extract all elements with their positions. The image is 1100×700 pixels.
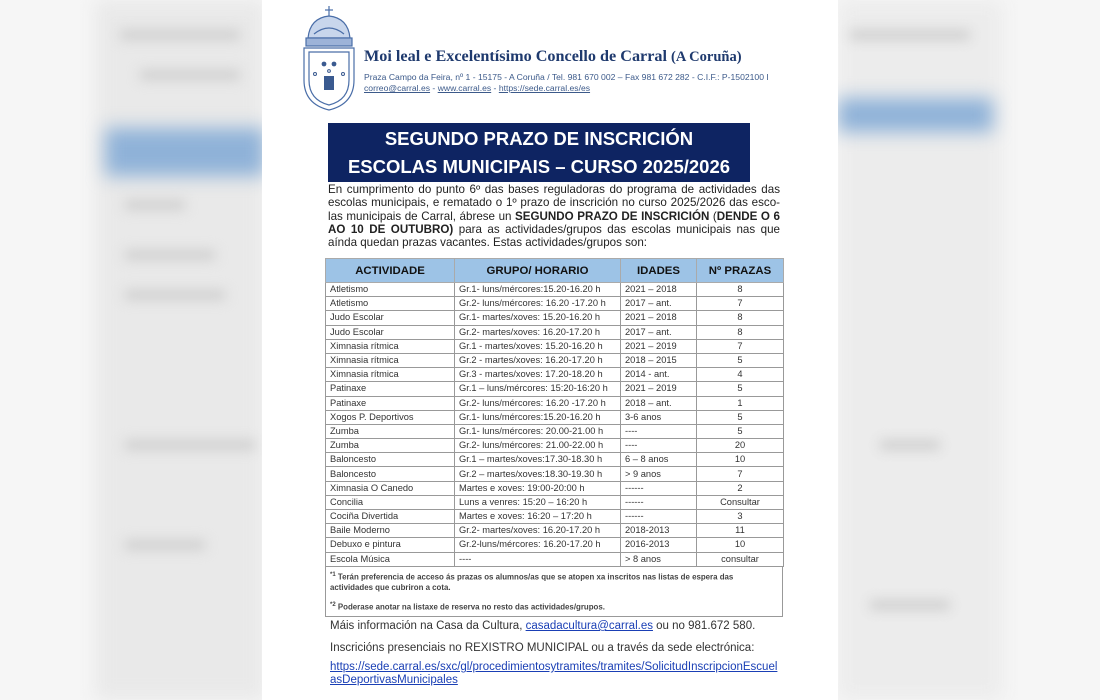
cell-prazas: 5 — [697, 424, 784, 438]
cell-grupo-horario: Martes e xoves: 16:20 – 17:20 h — [455, 510, 621, 524]
cell-prazas: 10 — [697, 538, 784, 552]
cell-actividade: Zumba — [326, 424, 455, 438]
blur-left-panel — [95, 0, 265, 700]
more-info-line — [330, 620, 755, 632]
info-text: Máis información na Casa da Cultura, — [330, 620, 526, 632]
table-row — [326, 453, 784, 467]
cell-grupo-horario: Gr.2 - martes/xoves: 16.20-17.20 h — [455, 353, 621, 367]
cell-idades: 2018 – ant. — [621, 396, 697, 410]
banner-line-2: ESCOLAS MUNICIPAIS – CURSO 2025/2026 — [347, 156, 731, 177]
table-header-row — [326, 259, 784, 283]
table-row — [326, 382, 784, 396]
footnote-text: Terán preferencia de acceso ás prazas os alumnos/as que se atopen xa inscritos nas listas de espera das actividades que cubriron a cota. — [330, 572, 734, 593]
cell-actividade: Ximnasia rítmica — [326, 339, 455, 353]
cell-idades: 2021 – 2018 — [621, 283, 697, 297]
footnotes-box — [325, 566, 783, 617]
letterhead-title-suffix: (A Coruña) — [671, 49, 742, 65]
cell-prazas: 20 — [697, 439, 784, 453]
cell-idades: 2021 – 2018 — [621, 311, 697, 325]
footnote-text: Poderase anotar na listaxe de reserva no resto das actividades/grupos. — [335, 602, 605, 612]
table-row — [326, 353, 784, 367]
cell-prazas: 5 — [697, 410, 784, 424]
table-row — [326, 510, 784, 524]
cell-idades: 2014 - ant. — [621, 368, 697, 382]
activities-table — [325, 258, 784, 567]
cell-prazas: 5 — [697, 353, 784, 367]
letterhead-address — [364, 72, 769, 94]
intro-text: para as actividades/grupos das escolas municipais nas que aínda quedan prazas vacantes. Estas actividades/grupos son: — [328, 222, 780, 250]
table-row — [326, 283, 784, 297]
table-row — [326, 339, 784, 353]
table-row — [326, 538, 784, 552]
cell-grupo-horario: Gr.1 – luns/mércores: 15:20-16:20 h — [455, 382, 621, 396]
cell-prazas: 7 — [697, 339, 784, 353]
intro-paragraph — [328, 183, 780, 249]
blur-line — [125, 290, 225, 300]
blur-left-band — [105, 128, 265, 176]
casa-cultura-email-link[interactable]: casadacultura@carral.es — [525, 620, 653, 632]
cell-actividade: Ximnasia rítmica — [326, 368, 455, 382]
cell-actividade: Ximnasia O Canedo — [326, 481, 455, 495]
cell-grupo-horario: Gr.3 - martes/xoves: 17.20-18.20 h — [455, 368, 621, 382]
banner-line-1: SEGUNDO PRAZO DE INSCRICIÓN — [384, 128, 694, 149]
cell-idades: 2017 – ant. — [621, 297, 697, 311]
table-row — [326, 495, 784, 509]
blur-line — [125, 540, 205, 550]
cell-prazas: 10 — [697, 453, 784, 467]
separator: - — [491, 83, 499, 93]
cell-prazas: consultar — [697, 552, 784, 566]
blur-line — [850, 30, 970, 40]
cell-grupo-horario: Gr.2- luns/mércores: 16.20 -17.20 h — [455, 297, 621, 311]
cell-grupo-horario: Gr.2- luns/mércores: 16.20 -17.20 h — [455, 396, 621, 410]
email-link[interactable]: correo@carral.es — [364, 83, 431, 93]
cell-prazas: 8 — [697, 325, 784, 339]
blur-right-band — [838, 98, 993, 132]
table-row — [326, 552, 784, 566]
cell-actividade: Concilia — [326, 495, 455, 509]
cell-grupo-horario: Gr.2 – martes/xoves:18.30-19.30 h — [455, 467, 621, 481]
cell-prazas: 11 — [697, 524, 784, 538]
cell-prazas: 8 — [697, 283, 784, 297]
letterhead-title-text: Moi leal e Excelentísimo Concello de Carral — [364, 47, 667, 65]
cell-prazas: 8 — [697, 311, 784, 325]
table-row — [326, 325, 784, 339]
cell-idades: 2017 – ant. — [621, 325, 697, 339]
cell-actividade: Patinaxe — [326, 382, 455, 396]
sede-form-link[interactable]: https://sede.carral.es/sxc/gl/procedimientosytramites/tramites/SolicitudInscripcionEscuelasDeportivasMunicipales — [330, 661, 778, 686]
cell-actividade: Baloncesto — [326, 467, 455, 481]
footnote-2 — [330, 600, 778, 613]
cell-prazas: 3 — [697, 510, 784, 524]
table-row — [326, 368, 784, 382]
table-row — [326, 410, 784, 424]
cell-actividade: Ximnasia rítmica — [326, 353, 455, 367]
cell-grupo-horario: Gr.2-luns/mércores: 16.20-17.20 h — [455, 538, 621, 552]
table-row — [326, 424, 784, 438]
table-row — [326, 524, 784, 538]
header-idades: IDADES — [621, 259, 697, 283]
table-row — [326, 396, 784, 410]
presencial-line: Inscricións presenciais no REXISTRO MUNICIPAL ou a través da sede electrónica: — [330, 642, 755, 654]
cell-actividade: Judo Escolar — [326, 325, 455, 339]
cell-idades: 2021 – 2019 — [621, 382, 697, 396]
cell-grupo-horario: Gr.2- luns/mércores: 21.00-22.00 h — [455, 439, 621, 453]
blur-line — [120, 30, 240, 40]
cell-prazas: Consultar — [697, 495, 784, 509]
cell-idades: 2016-2013 — [621, 538, 697, 552]
blur-line — [125, 250, 215, 260]
footnote-mark: *2 — [330, 601, 336, 608]
cell-prazas: 7 — [697, 467, 784, 481]
cell-actividade: Patinaxe — [326, 396, 455, 410]
table-row — [326, 481, 784, 495]
footnote-mark: *1 — [330, 572, 336, 578]
table-row — [326, 439, 784, 453]
cell-actividade: Cociña Divertida — [326, 510, 455, 524]
cell-idades: ---- — [621, 439, 697, 453]
cell-actividade: Baile Moderno — [326, 524, 455, 538]
sede-link[interactable]: https://sede.carral.es/es — [498, 83, 591, 93]
cell-actividade: Zumba — [326, 439, 455, 453]
header-prazas: Nº PRAZAS — [697, 259, 784, 283]
cell-actividade: Xogos P. Deportivos — [326, 410, 455, 424]
table-row — [326, 467, 784, 481]
cell-idades: 2018-2013 — [621, 524, 697, 538]
cell-prazas: 4 — [697, 368, 784, 382]
cell-actividade: Escola Música — [326, 552, 455, 566]
header-grupo-horario: GRUPO/ HORARIO — [455, 259, 621, 283]
cell-grupo-horario: Gr.1 – martes/xoves:17.30-18.30 h — [455, 453, 621, 467]
blur-line — [140, 70, 240, 80]
cell-prazas: 2 — [697, 481, 784, 495]
cell-actividade: Debuxo e pintura — [326, 538, 455, 552]
cell-actividade: Atletismo — [326, 283, 455, 297]
cell-idades: 3-6 anos — [621, 410, 697, 424]
intro-text: En cumprimento do punto 6º das bases reguladoras do programa de actividades das escolas municipais, e rematado o 1º prazo de inscrición no curso 2025/2026 das esco-las municipais de Carral, ábrese un — [328, 183, 780, 223]
intro-text: ( — [709, 209, 717, 223]
cell-grupo-horario: Gr.1- martes/xoves: 15.20-16.20 h — [455, 311, 621, 325]
cell-actividade: Atletismo — [326, 297, 455, 311]
cell-idades: > 9 anos — [621, 467, 697, 481]
header-actividade: ACTIVIDADE — [326, 259, 455, 283]
letterhead-title — [364, 47, 742, 66]
info-phone: ou no 981.672 580. — [652, 620, 756, 632]
cell-idades: 2018 – 2015 — [621, 353, 697, 367]
cell-idades: 6 – 8 anos — [621, 453, 697, 467]
intro-dates: DENDE O 6 AO 10 DE OUTUBRO) — [328, 209, 780, 236]
cell-idades: 2021 – 2019 — [621, 339, 697, 353]
cell-idades: ------ — [621, 481, 697, 495]
footnote-1 — [330, 570, 778, 594]
cell-grupo-horario: Gr.1- luns/mércores: 20.00-21.00 h — [455, 424, 621, 438]
table-row — [326, 297, 784, 311]
address-line: Praza Campo da Feira, nº 1 - 15175 - A Coruña / Tel. 981 670 002 – Fax 981 672 282 - C.I.F.: P-1502100 I — [364, 72, 769, 82]
table-row — [326, 311, 784, 325]
cell-prazas: 7 — [697, 297, 784, 311]
cell-idades: > 8 anos — [621, 552, 697, 566]
title-banner — [328, 123, 750, 182]
cell-grupo-horario: Gr.1- luns/mércores:15.20-16.20 h — [455, 283, 621, 297]
cell-prazas: 1 — [697, 396, 784, 410]
cell-grupo-horario: Martes e xoves: 19:00-20:00 h — [455, 481, 621, 495]
blur-line — [880, 440, 940, 450]
cell-prazas: 5 — [697, 382, 784, 396]
document-page — [262, 0, 838, 700]
blur-line — [125, 200, 185, 210]
cell-actividade: Baloncesto — [326, 453, 455, 467]
blur-line — [870, 600, 950, 610]
web-link[interactable]: www.carral.es — [437, 83, 492, 93]
cell-grupo-horario: Gr.1- luns/mércores:15.20-16.20 h — [455, 410, 621, 424]
blur-line — [125, 440, 255, 450]
cell-idades: ------ — [621, 510, 697, 524]
separator: - — [430, 83, 438, 93]
coat-of-arms-icon — [300, 4, 358, 112]
intro-bold: SEGUNDO PRAZO DE INSCRICIÓN — [515, 209, 710, 223]
cell-actividade: Judo Escolar — [326, 311, 455, 325]
cell-idades: ------ — [621, 495, 697, 509]
cell-grupo-horario: ---- — [455, 552, 621, 566]
cell-grupo-horario: Gr.2- martes/xoves: 16.20-17.20 h — [455, 325, 621, 339]
cell-grupo-horario: Gr.1 - martes/xoves: 15.20-16.20 h — [455, 339, 621, 353]
cell-grupo-horario: Gr.2- martes/xoves: 16.20-17.20 h — [455, 524, 621, 538]
cell-idades: ---- — [621, 424, 697, 438]
cell-grupo-horario: Luns a venres: 15:20 – 16:20 h — [455, 495, 621, 509]
